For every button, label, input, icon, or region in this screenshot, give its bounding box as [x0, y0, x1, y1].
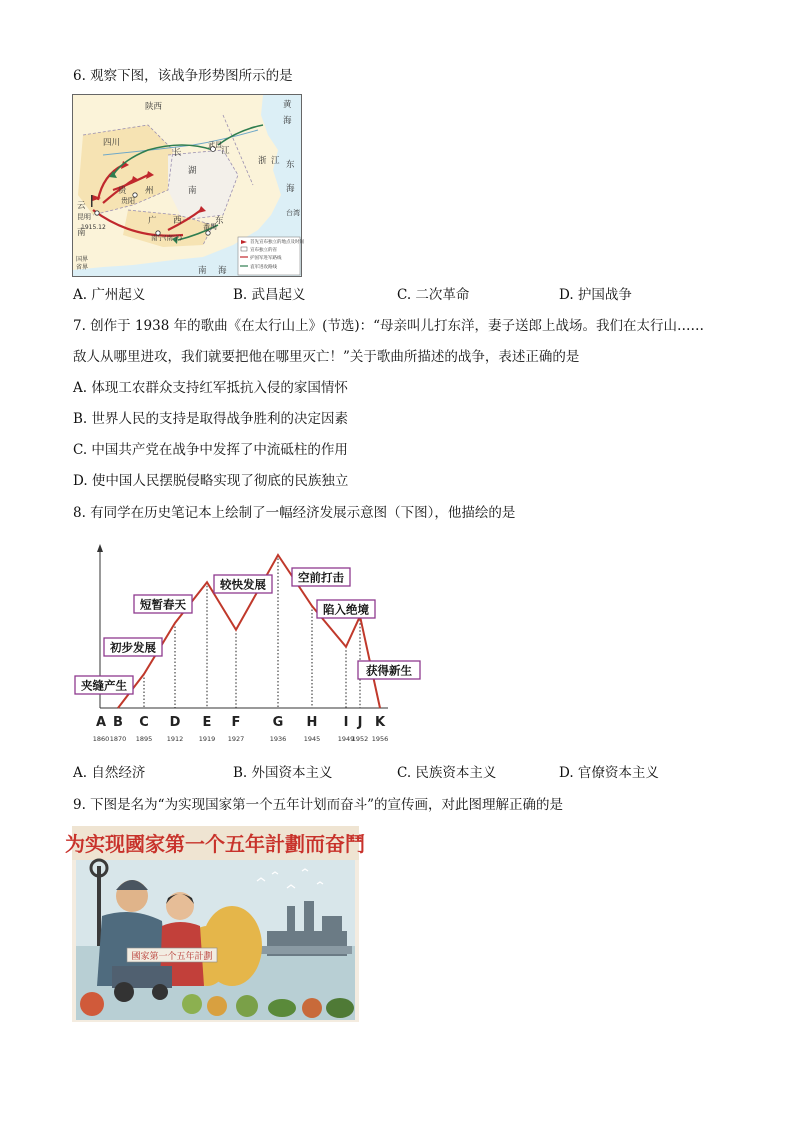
- chart-year-1952: 1952: [351, 735, 369, 743]
- chart-stage-label-s1: 夹缝产生: [81, 678, 127, 693]
- chart-x-tick-C: C: [139, 715, 149, 730]
- map-label-huanghai2: 海: [283, 116, 292, 126]
- chart-x-tick-I: I: [343, 715, 349, 730]
- chart-x-tick-J: J: [357, 715, 363, 730]
- q6-option-a[interactable]: A. 广州起义: [73, 287, 146, 303]
- chart-stage-label-s4: 较快发展: [220, 577, 266, 592]
- map-label-guizhou1: 贵: [118, 186, 127, 196]
- q7-stem-line1: 7. 创作于 1938 年的歌曲《在太行山上》(节选)：“母亲叫儿打东洋，妻子送郎上战场。我们在太行山……: [73, 318, 705, 334]
- chart-x-tick-G: G: [272, 715, 284, 730]
- q6-war-map: [72, 94, 302, 277]
- map-label-wuchang: 武昌: [208, 141, 222, 149]
- chart-stage-label-s2: 初步发展: [110, 640, 156, 655]
- chart-stage-label-s5: 空前打击: [298, 570, 344, 585]
- map-legend-item-3: 护国军进军路线: [250, 256, 282, 261]
- chart-year-1895: 1895: [135, 735, 153, 743]
- chart-x-tick-F: F: [231, 715, 241, 730]
- map-label-zhejiang1: 浙: [258, 156, 267, 166]
- chart-year-1945: 1945: [303, 735, 321, 743]
- map-label-panyu: 番禺: [203, 223, 217, 231]
- chart-stage-label-s7: 获得新生: [366, 663, 412, 678]
- chart-year-1860: 1860: [92, 735, 110, 743]
- chart-x-tick-D: D: [169, 715, 181, 730]
- q8-option-a[interactable]: A. 自然经济: [73, 765, 146, 781]
- map-label-changjiang: 长: [173, 148, 182, 158]
- chart-x-tick-B: B: [113, 715, 123, 730]
- map-label-guangdong: 东: [215, 216, 224, 226]
- chart-year-1912: 1912: [166, 735, 184, 743]
- chart-y-axis-arrow: [97, 544, 103, 552]
- map-label-donghai1: 东: [286, 160, 295, 170]
- q7-stem-line2: 敌人从哪里进攻，我们就要把他在哪里灭亡！”关于歌曲所描述的战争，表述正确的是: [73, 349, 580, 365]
- q6-option-c[interactable]: C. 二次革命: [397, 287, 470, 303]
- chart-year-1956: 1956: [371, 735, 389, 743]
- map-label-donghai2: 海: [286, 184, 295, 194]
- chart-year-1936: 1936: [269, 735, 287, 743]
- map-label-hubei1: 湖: [188, 166, 197, 176]
- map-label-hubei2: 南: [188, 186, 197, 196]
- map-legend-item-2: 宣布独立的省: [250, 248, 277, 253]
- map-label-yunnan1: 云: [77, 201, 86, 211]
- q7-option-d[interactable]: D. 使中国人民摆脱侵略实现了彻底的民族独立: [73, 473, 349, 489]
- map-legend-border: 国界: [76, 256, 89, 263]
- q7-option-b[interactable]: B. 世界人民的支持是取得战争胜利的决定因素: [73, 411, 349, 427]
- map-label-date1: 1915.12: [81, 224, 106, 231]
- map-label-kunming: 昆明: [77, 213, 91, 221]
- chart-x-tick-K: K: [374, 715, 386, 730]
- chart-x-tick-H: H: [306, 715, 318, 730]
- chart-stage-label-s3: 短暂春天: [140, 597, 186, 612]
- map-label-shaanxi: 陕西: [145, 102, 163, 112]
- chart-x-tick-E: E: [202, 715, 212, 730]
- q7-option-c[interactable]: C. 中国共产党在战争中发挥了中流砥柱的作用: [73, 442, 348, 458]
- map-label-huanghai1: 黄: [283, 100, 292, 110]
- q6-stem: 6. 观察下图，该战争形势图所示的是: [73, 68, 293, 84]
- map-label-guiyang: 贵阳: [121, 197, 135, 205]
- map-label-nanhai2: 海: [218, 266, 227, 276]
- map-label-taiwan: 台湾: [286, 209, 300, 217]
- chart-x-tick-A: A: [95, 715, 107, 730]
- map-legend-province: 省界: [76, 264, 89, 271]
- map-label-yunnan2: 南: [77, 228, 86, 238]
- q9-stem: 9. 下图是名为“为实现国家第一个五年计划而奋斗”的宣传画，对此图理解正确的是: [73, 797, 563, 813]
- map-label-sichuan: 四川: [103, 138, 121, 148]
- poster-banner: 國家第一个五年計劃: [131, 952, 213, 962]
- chart-stage-label-s6: 陷入绝境: [323, 602, 369, 617]
- q6-option-d[interactable]: D. 护国战争: [559, 287, 632, 303]
- q8-option-d[interactable]: D. 官僚资本主义: [559, 765, 659, 781]
- q9-propaganda-poster: [65, 826, 365, 1022]
- q8-economic-chart: [70, 540, 412, 750]
- map-legend-item-1: 首先宣布独立的地点及时间: [250, 240, 304, 245]
- map-legend-item-4: 袁军进攻路线: [250, 265, 277, 270]
- chart-year-1949: 1949: [337, 735, 355, 743]
- chart-year-1927: 1927: [227, 735, 245, 743]
- map-label-guangxi1: 广: [148, 216, 157, 226]
- q8-stem: 8. 有同学在历史笔记本上绘制了一幅经济发展示意图（下图），他描绘的是: [73, 505, 516, 521]
- map-label-zhejiang2: 江: [271, 156, 280, 166]
- q8-option-c[interactable]: C. 民族资本主义: [397, 765, 497, 781]
- q7-option-a[interactable]: A. 体现工农群众支持红军抵抗入侵的家国情怀: [73, 380, 348, 396]
- map-label-guangxi2: 西: [173, 216, 182, 226]
- map-label-jiang: 江: [221, 146, 230, 156]
- chart-year-1919: 1919: [198, 735, 216, 743]
- map-label-guizhou2: 州: [145, 186, 154, 196]
- chart-year-1870: 1870: [109, 735, 127, 743]
- poster-title: 为实现國家第一个五年計劃而奋鬥: [65, 832, 365, 856]
- q8-option-b[interactable]: B. 外国资本主义: [233, 765, 333, 781]
- map-label-nanhai1: 南: [198, 266, 207, 276]
- q6-option-b[interactable]: B. 武昌起义: [233, 287, 306, 303]
- map-label-nanning: 南宁(南宁): [151, 234, 183, 242]
